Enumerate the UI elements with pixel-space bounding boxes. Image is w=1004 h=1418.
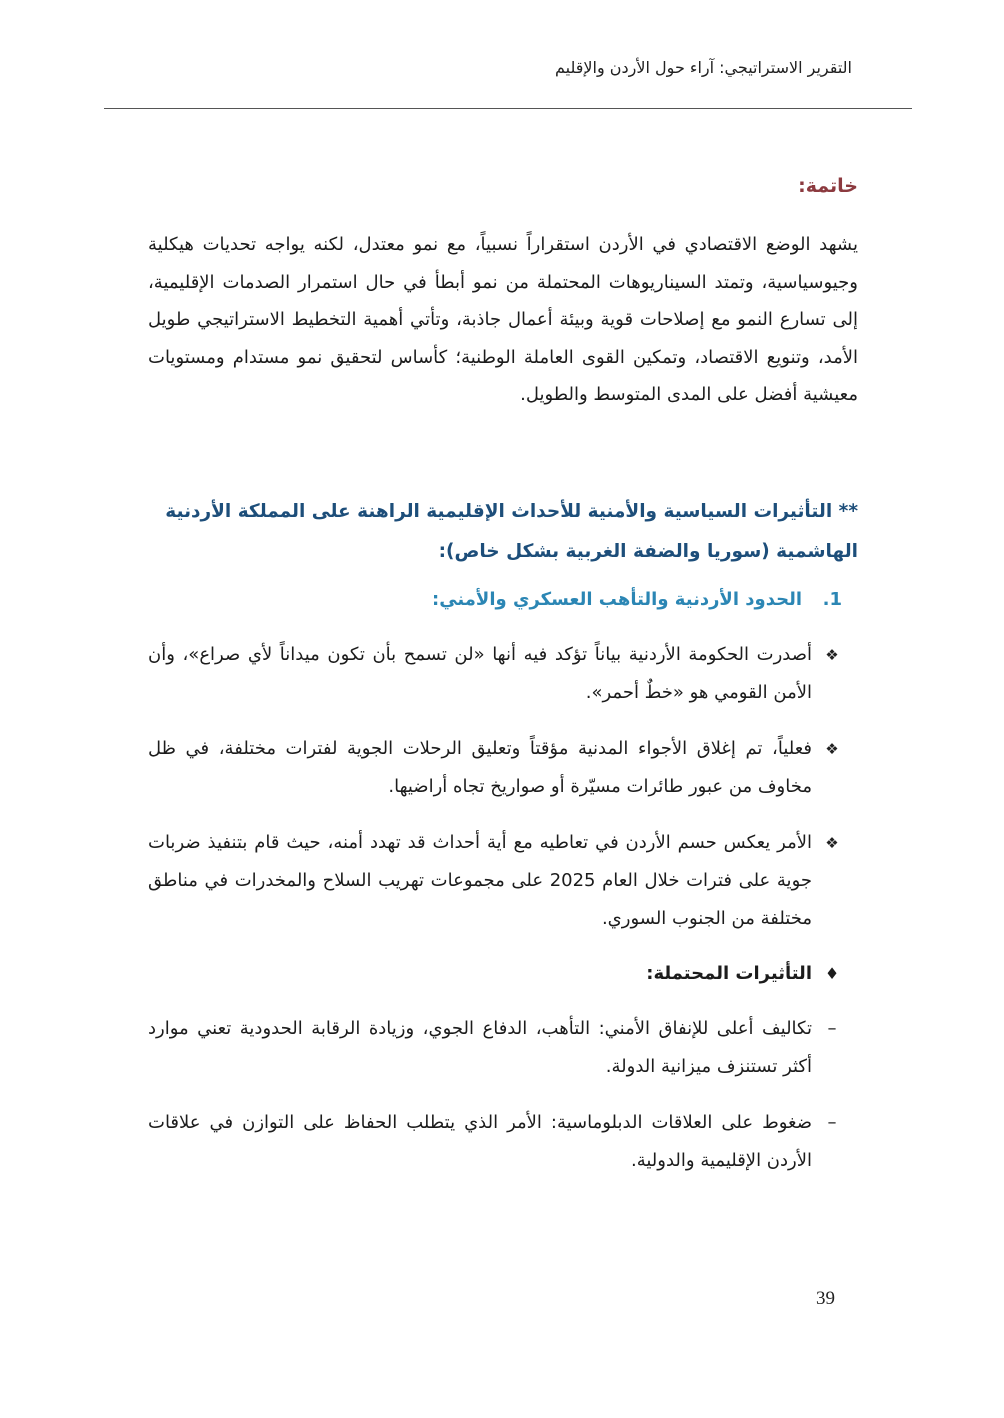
header-divider xyxy=(104,108,912,109)
effect-text: ضغوط على العلاقات الدبلوماسية: الأمر الذي يتطلب الحفاظ على التوازن في علاقات الأردن الإقليمية والدولية. xyxy=(148,1111,812,1171)
effects-heading-text: التأثيرات المحتملة: xyxy=(646,962,812,984)
conclusion-title: خاتمة: xyxy=(798,175,858,197)
effects-heading xyxy=(148,956,858,992)
running-header-title: التقرير الاستراتيجي: آراء حول الأردن والإقليم xyxy=(554,58,852,77)
conclusion-paragraph: يشهد الوضع الاقتصادي في الأردن استقراراً نسبياً، مع نمو معتدل، لكنه يواجه تحديات هيكلية وجيوسياسية، وتمتد السيناريوهات المحتملة من نمو أبطأ في حال استمرار الصدمات الإقليمية، إلى تسارع النمو مع إصلاحات قوية وبيئة أعمال جاذبة، وتأتي أهمية التخطيط الاستراتيجي طويل الأمد، وتنويع الاقتصاد، وتمكين القوى العاملة الوطنية؛ كأساس لتحقيق نمو مستدام ومستويات معيشية أفضل على المدى المتوسط والطويل. xyxy=(148,234,858,405)
dash-bullet-icon: – xyxy=(827,1111,837,1133)
page-content xyxy=(148,168,858,1198)
diamond-bullet-icon: ❖ xyxy=(825,739,839,758)
diamond-bullet-icon: ❖ xyxy=(825,833,839,852)
solid-diamond-icon: ♦ xyxy=(824,963,840,983)
bullet-item xyxy=(148,824,858,938)
bullet-text: فعلياً، تم إغلاق الأجواء المدنية مؤقتاً وتعليق الرحلات الجوية لفترات مختلفة، في ظل مخاوف من عبور طائرات مسيّرة أو صواريخ تجاه أراضيها. xyxy=(148,737,812,797)
section-heading: ** التأثيرات السياسية والأمنية للأحداث الإقليمية الراهنة على المملكة الأردنية الهاشمية (سوريا والضفة الغربية بشكل خاص): xyxy=(165,500,858,562)
bullet-item xyxy=(148,636,858,712)
bullet-item xyxy=(148,730,858,806)
effect-item xyxy=(148,1104,858,1180)
bullet-text: الأمر يعكس حسم الأردن في تعاطيه مع أية أحداث قد تهدد أمنه، حيث قام بتنفيذ ضربات جوية على فترات خلال العام 2025 على مجموعات تهريب السلاح والمخدرات في مناطق مختلفة من الجنوب السوري. xyxy=(148,831,812,929)
subheading-text: الحدود الأردنية والتأهب العسكري والأمني: xyxy=(432,588,802,610)
diamond-bullet-icon: ❖ xyxy=(825,645,839,664)
subheading-borders-security xyxy=(148,582,858,618)
effect-item xyxy=(148,1010,858,1086)
effect-text: تكاليف أعلى للإنفاق الأمني: التأهب، الدفاع الجوي، وزيادة الرقابة الحدودية تعني موارد أكثر تستنزف ميزانية الدولة. xyxy=(148,1017,812,1077)
subheading-number: 1. xyxy=(822,588,842,610)
page-number: 39 xyxy=(816,1288,835,1309)
bullet-text: أصدرت الحكومة الأردنية بياناً تؤكد فيه أنها «لن تسمح بأن تكون ميداناً لأي صراع»، وأن الأمن القومي هو «خطٌ أحمر». xyxy=(148,643,812,703)
dash-bullet-icon: – xyxy=(827,1017,837,1039)
